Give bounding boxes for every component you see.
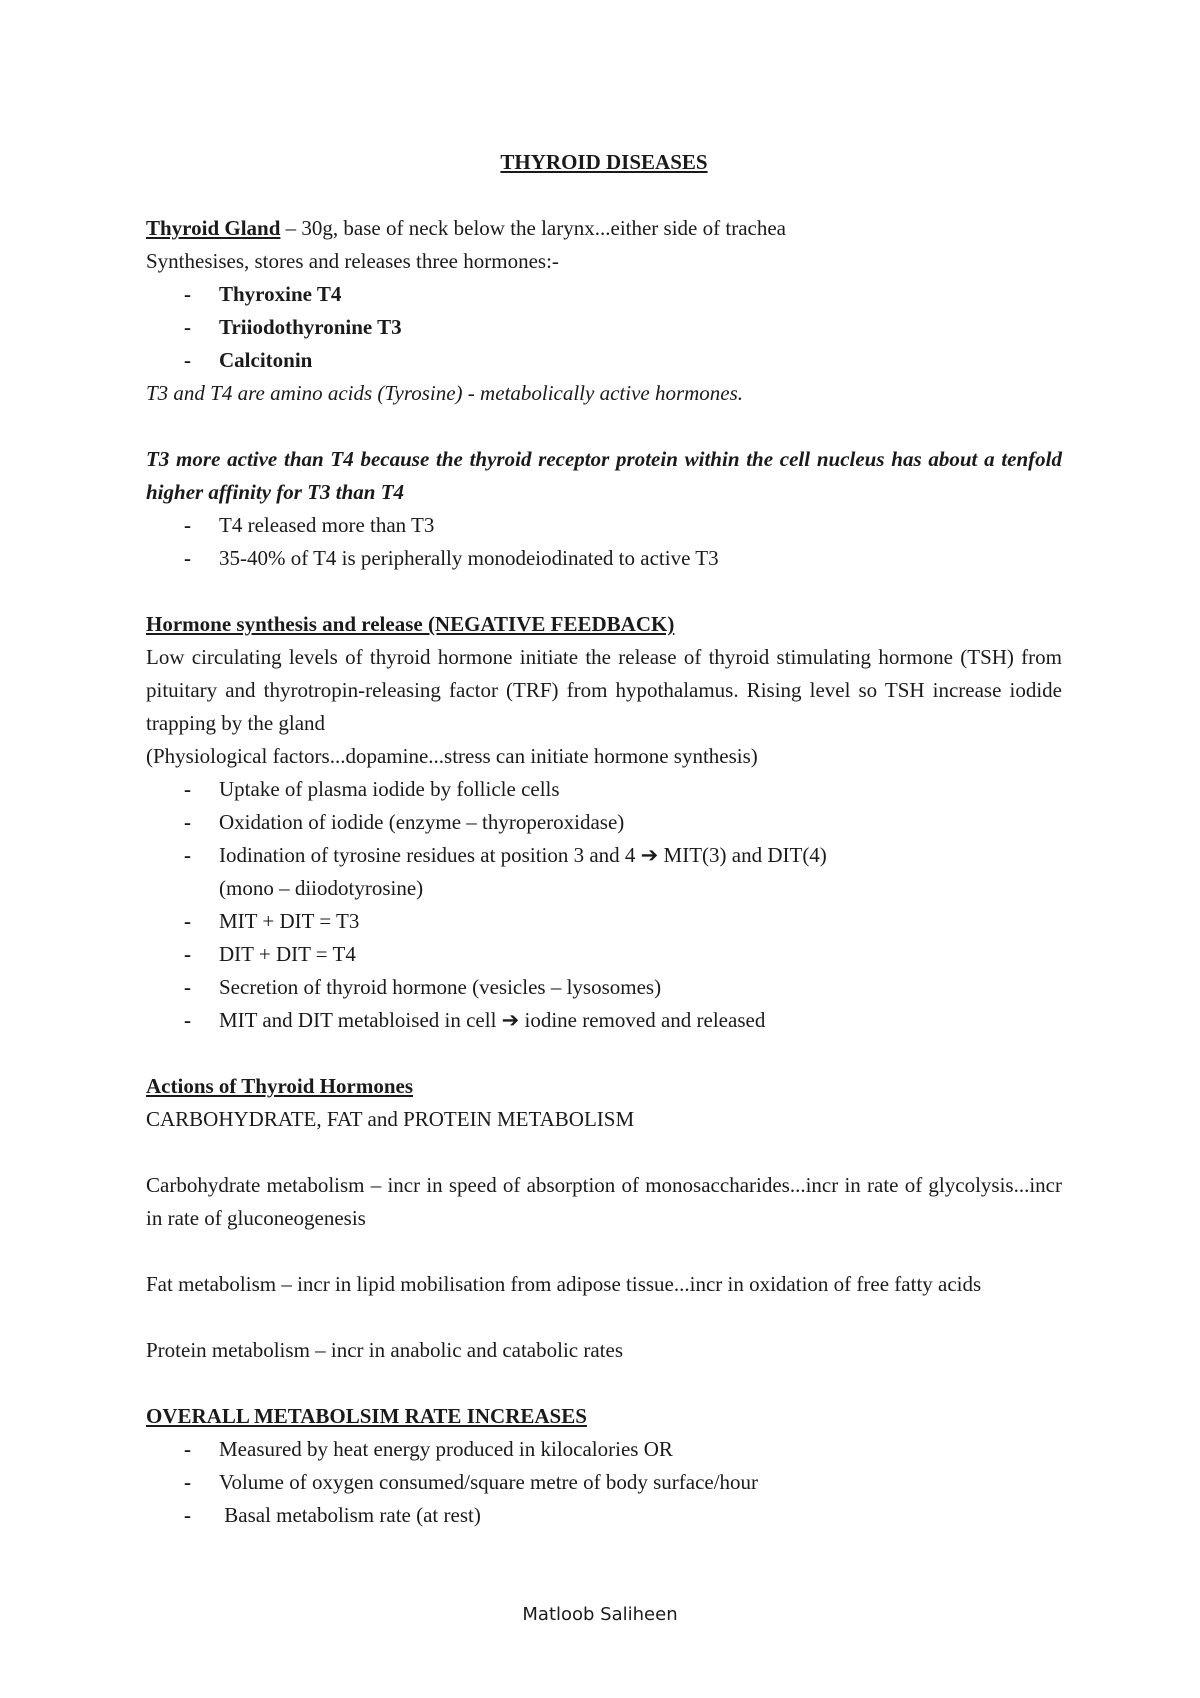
dash-marker: - <box>184 282 191 306</box>
dash-marker: - <box>184 975 191 999</box>
actions-subheading: CARBOHYDRATE, FAT and PROTEIN METABOLISM <box>146 1107 635 1131</box>
list-item: - Volume of oxygen consumed/square metre of body surface/hour <box>146 1466 1062 1499</box>
dash-marker: - <box>184 348 191 372</box>
list-item: - Calcitonin <box>146 344 1062 377</box>
synthesises-line: Synthesises, stores and releases three hormones:- <box>146 249 559 273</box>
dash-marker: - <box>184 1437 191 1461</box>
synthesis-paragraph: Low circulating levels of thyroid hormone initiate the release of thyroid stimulating hormone (TSH) from pituitary and thyrotropin-releasing factor (TRF) from hypothalamus. Rising level so TSH increase iodide trapping by the gland <box>146 645 1062 735</box>
document-body <box>146 146 1062 1532</box>
list-item: - Triiodothyronine T3 <box>146 311 1062 344</box>
dash-marker: - <box>184 1503 191 1527</box>
dash-marker: - <box>184 843 191 867</box>
thyroid-gland-heading: Thyroid Gland <box>146 216 281 240</box>
dash-marker: - <box>184 1470 191 1494</box>
t3-statement: T3 more active than T4 because the thyroid receptor protein within the cell nucleus has about a tenfold higher affinity for T3 than T4 <box>146 447 1062 504</box>
physiological-factors: (Physiological factors...dopamine...stress can initiate hormone synthesis) <box>146 744 758 768</box>
list-item: - Iodination of tyrosine residues at position 3 and 4 ➔ MIT(3) and DIT(4) (mono – diiodotyrosine) <box>146 839 1062 905</box>
dash-marker: - <box>184 810 191 834</box>
dash-marker: - <box>184 942 191 966</box>
dash-marker: - <box>184 513 191 537</box>
dash-marker: - <box>184 315 191 339</box>
synthesis-heading: Hormone synthesis and release (NEGATIVE FEEDBACK) <box>146 612 675 636</box>
list-item: - T4 released more than T3 <box>146 509 1062 542</box>
dash-marker: - <box>184 1008 191 1032</box>
list-item: - Basal metabolism rate (at rest) <box>146 1499 1062 1532</box>
list-item: - Thyroxine T4 <box>146 278 1062 311</box>
carbohydrate-metabolism: Carbohydrate metabolism – incr in speed of absorption of monosaccharides...incr in rate of glycolysis...incr in rate of gluconeogenesis <box>146 1173 1062 1230</box>
page-title: THYROID DISEASES <box>500 150 708 174</box>
page-footer: Matloob Saliheen <box>522 1604 678 1625</box>
list-item: - MIT and DIT metabloised in cell ➔ iodine removed and released <box>146 1004 1062 1037</box>
list-item: - Measured by heat energy produced in kilocalories OR <box>146 1433 1062 1466</box>
hormone-list <box>146 278 1062 377</box>
list-item: - MIT + DIT = T3 <box>146 905 1062 938</box>
list-item: - 35-40% of T4 is peripherally monodeiodinated to active T3 <box>146 542 1062 575</box>
overall-points <box>146 1433 1062 1532</box>
step-continuation: (mono – diiodotyrosine) <box>219 876 424 900</box>
fat-metabolism: Fat metabolism – incr in lipid mobilisation from adipose tissue...incr in oxidation of free fatty acids <box>146 1272 982 1296</box>
protein-metabolism: Protein metabolism – incr in anabolic and catabolic rates <box>146 1338 624 1362</box>
thyroid-gland-line <box>146 212 1062 245</box>
list-item: - DIT + DIT = T4 <box>146 938 1062 971</box>
actions-heading: Actions of Thyroid Hormones <box>146 1074 413 1098</box>
synthesis-steps <box>146 773 1062 1037</box>
list-item: - Uptake of plasma iodide by follicle cells <box>146 773 1062 806</box>
t3-points <box>146 509 1062 575</box>
list-item: - Oxidation of iodide (enzyme – thyroperoxidase) <box>146 806 1062 839</box>
amino-acid-note: T3 and T4 are amino acids (Tyrosine) - metabolically active hormones. <box>146 381 744 405</box>
dash-marker: - <box>184 909 191 933</box>
overall-heading: OVERALL METABOLSIM RATE INCREASES <box>146 1404 587 1428</box>
thyroid-gland-desc: – 30g, base of neck below the larynx...either side of trachea <box>280 216 786 240</box>
dash-marker: - <box>184 546 191 570</box>
list-item: - Secretion of thyroid hormone (vesicles – lysosomes) <box>146 971 1062 1004</box>
dash-marker: - <box>184 777 191 801</box>
